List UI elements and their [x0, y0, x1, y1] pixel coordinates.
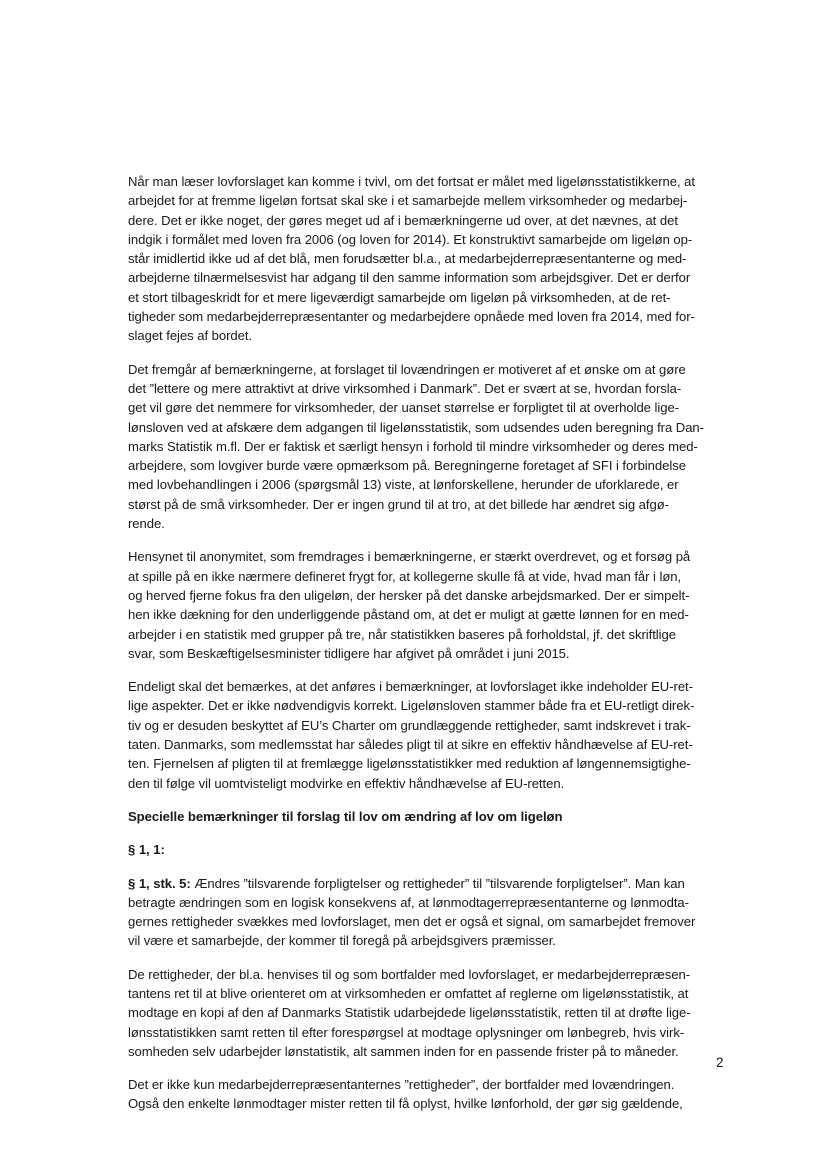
text-line: og herved fjerne fokus fra den uligeløn, der hersker på det danske arbejdsmarked. Der er simpelt-	[128, 587, 690, 603]
text-line-with-label	[128, 874, 728, 893]
text-line: arbejder i en statistik med grupper på tre, når statistikken baseres på forholdstal, jf. det skriftlige	[128, 626, 676, 642]
text-line: lige aspekter. Det er ikke nødvendigvis korrekt. Ligelønsloven stammer både fra et EU-retligt direk-	[128, 698, 695, 714]
text-line: betragte ændringen som en logisk konsekvens af, at lønmodtagerrepræsentanterne og lønmodta-	[128, 894, 689, 910]
text-line: vil være et samarbejde, der kommer til foregå på arbejdsgivers præmisser.	[128, 933, 556, 949]
text-fragment: Ændres ”tilsvarende forpligtelser og rettigheder” til ”tilsvarende forpligtelser”. Man kan	[190, 875, 685, 891]
text-line: slaget fejes af bordet.	[128, 328, 253, 344]
text-line: somheden selv udarbejder lønstatistik, alt sammen inden for en passende frister på to måneder.	[128, 1043, 679, 1059]
text-line: lønsstatistikken samt retten til efter forespørgsel at modtage oplysninger om lønbegreb, hvis virk-	[128, 1024, 685, 1040]
text-line: Det fremgår af bemærkningerne, at forslaget til lovændringen er motiveret af et ønske om at gøre	[128, 361, 686, 377]
text-line: Endeligt skal det bemærkes, at det anføres i bemærkninger, at lovforslaget ikke indeholder EU-ret-	[128, 679, 693, 695]
paragraph-2	[128, 360, 728, 534]
section-heading-special-remarks: Specielle bemærkninger til forslag til lov om ændring af lov om ligeløn	[128, 808, 563, 824]
paragraph-5	[128, 874, 728, 951]
paragraph-6	[128, 965, 728, 1061]
text-line: svar, som Beskæftigelsesminister tidligere har afgivet på området i juni 2015.	[128, 645, 570, 661]
text-line: De rettigheder, der bl.a. henvises til og som bortfalder med lovforslaget, er medarbejderrepræsen-	[128, 966, 691, 982]
text-line: størst på de små virksomheder. Der er ingen grund til at tro, at det billede har ændret sig afgø-	[128, 496, 669, 512]
text-line: tantens ret til at blive orienteret om at virksomheden er omfattet af reglerne om ligelønsstatistik, at	[128, 985, 689, 1001]
text-line: rende.	[128, 516, 165, 532]
page-number: 2	[716, 1055, 724, 1070]
paragraph-7	[128, 1075, 728, 1114]
section-heading-paragraph-1: § 1, 1:	[128, 842, 165, 858]
text-line: gernes rettigheder svækkes med lovforslaget, men det er også et signal, om samarbejdet fremover	[128, 914, 696, 930]
text-line: hen ikke dækning for den underliggende påstand om, at det er muligt at gætte lønnen for en med-	[128, 607, 689, 623]
text-line: Også den enkelte lønmodtager mister retten til få oplyst, hvilke lønforhold, der gør sig gældende,	[128, 1096, 683, 1112]
paragraph-label: § 1, stk. 5:	[128, 875, 191, 891]
text-line: indgik i formålet med loven fra 2006 (og loven for 2014). Et konstruktivt samarbejde om ligeløn op-	[128, 231, 693, 247]
text-line: tiv og er desuden beskyttet af EU’s Charter om grundlæggende rettigheder, samt indskrevet i trak-	[128, 717, 691, 733]
text-line: står imidlertid ikke ud af det blå, men forudsætter bl.a., at medarbejderrepræsentanterne og med-	[128, 251, 687, 267]
text-line: Det er ikke kun medarbejderrepræsentanternes ”rettigheder”, der bortfalder med lovændringen.	[128, 1077, 675, 1093]
text-line: et stort tilbageskridt for et mere ligeværdigt samarbejde om ligeløn på virksomheden, at de ret-	[128, 289, 671, 305]
text-line: det ”lettere og mere attraktivt at drive virksomhed i Danmark”. Det er svært at se, hvordan forsla-	[128, 380, 682, 396]
paragraph-1	[128, 172, 728, 346]
text-line: ten. Fjernelsen af pligten til at fremlægge ligelønsstatistikker med reduktion af løngennemsigtighe-	[128, 756, 691, 772]
text-line: Når man læser lovforslaget kan komme i tvivl, om det fortsat er målet med ligelønsstatistikkerne, at	[128, 174, 695, 189]
text-line: arbejdet for at fremme ligeløn fortsat skal ske i et samarbejde mellem virksomheder og medarbej-	[128, 193, 688, 209]
document-body	[128, 172, 728, 1128]
text-line: lønsloven ved at afskære dem adgangen til ligelønsstatistik, som udsendes uden beregning fra Dan-	[128, 419, 704, 435]
text-line: dere. Det er ikke noget, der gøres meget ud af i bemærkningerne ud over, at det nævnes, at det	[128, 212, 678, 228]
text-line: arbejderne tilnærmelsesvist har adgang til den samme information som arbejdsgiver. Det er derfor	[128, 270, 691, 286]
text-line: den til følge vil uomtvisteligt modvirke en effektiv håndhævelse af EU-retten.	[128, 775, 565, 791]
text-line: tigheder som medarbejderrepræsentanter og medarbejdere opnåede med loven fra 2014, med for-	[128, 309, 695, 325]
text-line: arbejdere, som lovgiver burde være opmærksom på. Beregningerne foretaget af SFI i forbindelse	[128, 458, 686, 474]
text-line: at spille på en ikke nærmere defineret frygt for, at kollegerne skulle få at vide, hvad man får i løn,	[128, 568, 682, 584]
text-line: med lovbehandlingen i 2006 (spørgsmål 13) viste, at lønforskellene, herunder de uforklarede, er	[128, 477, 679, 493]
text-line: get vil gøre det nemmere for virksomheder, der uanset størrelse er forpligtet til at overholde lige-	[128, 400, 679, 416]
text-line: marks Statistik m.fl. Der er faktisk et særligt hensyn i forhold til mindre virksomheder og deres med-	[128, 438, 698, 454]
paragraph-3	[128, 547, 728, 663]
paragraph-4	[128, 677, 728, 793]
text-line: modtage en kopi af den af Danmarks Statistik udarbejdede ligelønsstatistik, retten til at drøfte lige-	[128, 1005, 691, 1021]
text-line: taten. Danmarks, som medlemsstat har således pligt til at sikre en effektiv håndhævelse af EU-ret-	[128, 737, 693, 753]
text-line: Hensynet til anonymitet, som fremdrages i bemærkningerne, er stærkt overdrevet, og et forsøg på	[128, 549, 691, 565]
